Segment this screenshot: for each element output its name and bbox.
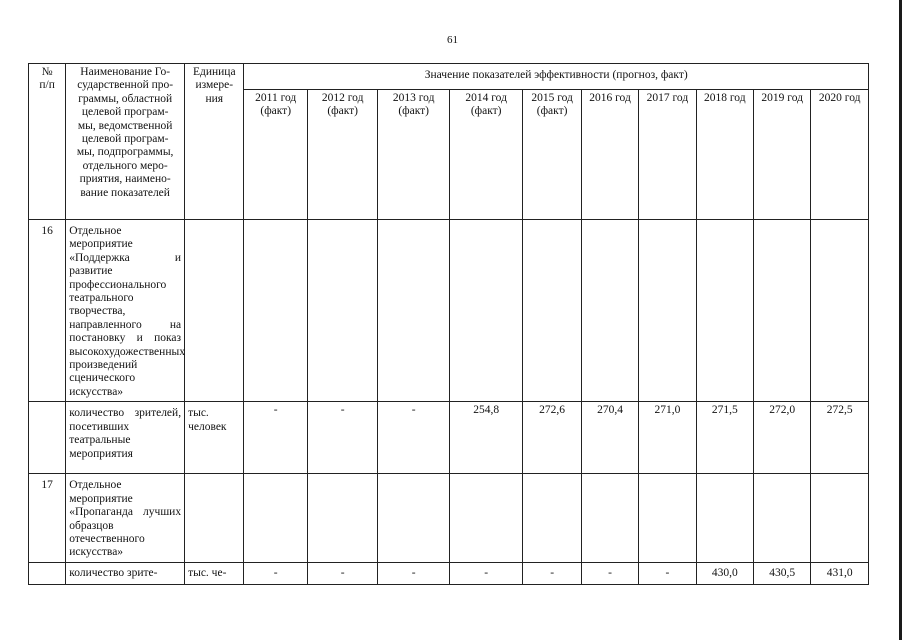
row-value xyxy=(307,220,377,402)
page-number: 61 xyxy=(447,34,458,46)
row-value: 271,0 xyxy=(639,402,696,474)
row-name: количество зрите- xyxy=(66,563,185,585)
row-value: - xyxy=(378,563,450,585)
row-value xyxy=(639,474,696,563)
row-value xyxy=(811,474,869,563)
row-value: 431,0 xyxy=(811,563,869,585)
row-unit: тыс. че- xyxy=(185,563,244,585)
header-year: 2011 год (факт) xyxy=(244,90,307,220)
row-value xyxy=(449,220,523,402)
row-value: 272,5 xyxy=(811,402,869,474)
header-group-title: Значение показателей эффективности (прогноз, факт) xyxy=(244,64,869,90)
row-value: 270,4 xyxy=(581,402,638,474)
page-edge-divider xyxy=(899,0,902,640)
table-row xyxy=(29,402,869,474)
row-value xyxy=(523,474,581,563)
row-unit: тыс. человек xyxy=(185,402,244,474)
table-row xyxy=(29,474,869,563)
row-unit xyxy=(185,474,244,563)
row-value: - xyxy=(307,402,377,474)
performance-indicators-table xyxy=(28,63,869,585)
row-number xyxy=(29,563,66,585)
header-year: 2014 год (факт) xyxy=(449,90,523,220)
table-row xyxy=(29,220,869,402)
header-row xyxy=(29,64,869,90)
row-number: 17 xyxy=(29,474,66,563)
row-value xyxy=(811,220,869,402)
row-value xyxy=(753,220,810,402)
header-year: 2017 год xyxy=(639,90,696,220)
header-year: 2013 год (факт) xyxy=(378,90,450,220)
header-year: 2019 год xyxy=(753,90,810,220)
row-number xyxy=(29,402,66,474)
row-number: 16 xyxy=(29,220,66,402)
row-value xyxy=(523,220,581,402)
row-unit xyxy=(185,220,244,402)
row-value: - xyxy=(449,563,523,585)
row-name: Отдельное мероприятие «Поддержка и развитие профессионального театрального творчества, направленного на постановку и показ высокохудожественных произведений сценического искусства» xyxy=(66,220,185,402)
table-row xyxy=(29,563,869,585)
row-value xyxy=(639,220,696,402)
row-value: - xyxy=(523,563,581,585)
row-value: - xyxy=(307,563,377,585)
header-year: 2012 год (факт) xyxy=(307,90,377,220)
row-value: 272,0 xyxy=(753,402,810,474)
row-value xyxy=(244,220,307,402)
row-value xyxy=(378,474,450,563)
row-value xyxy=(378,220,450,402)
row-value xyxy=(753,474,810,563)
header-col-num: № п/п xyxy=(29,64,66,220)
header-year: 2016 год xyxy=(581,90,638,220)
row-name: Отдельное мероприятие «Пропаганда лучших образцов отечественного искусства» xyxy=(66,474,185,563)
row-value: - xyxy=(581,563,638,585)
header-year: 2020 год xyxy=(811,90,869,220)
row-value xyxy=(696,220,753,402)
row-value: 254,8 xyxy=(449,402,523,474)
row-value: 271,5 xyxy=(696,402,753,474)
row-value xyxy=(244,474,307,563)
row-value: 430,5 xyxy=(753,563,810,585)
row-value: - xyxy=(378,402,450,474)
row-value xyxy=(307,474,377,563)
row-name: количество зрителей, посетивших театральные мероприятия xyxy=(66,402,185,474)
row-value: 272,6 xyxy=(523,402,581,474)
row-value: - xyxy=(244,402,307,474)
header-year: 2018 год xyxy=(696,90,753,220)
row-value xyxy=(581,474,638,563)
header-col-name: Наименование Го- сударственной про- граммы, областной целевой програм- мы, ведомственной целевой програм- мы, подпрограммы, отдельного меро- приятия, наимено- вание показателей xyxy=(66,64,185,220)
row-value xyxy=(581,220,638,402)
row-value xyxy=(449,474,523,563)
row-value: - xyxy=(244,563,307,585)
row-value xyxy=(696,474,753,563)
row-value: 430,0 xyxy=(696,563,753,585)
row-value: - xyxy=(639,563,696,585)
header-col-unit: Единица измере- ния xyxy=(185,64,244,220)
header-year: 2015 год (факт) xyxy=(523,90,581,220)
